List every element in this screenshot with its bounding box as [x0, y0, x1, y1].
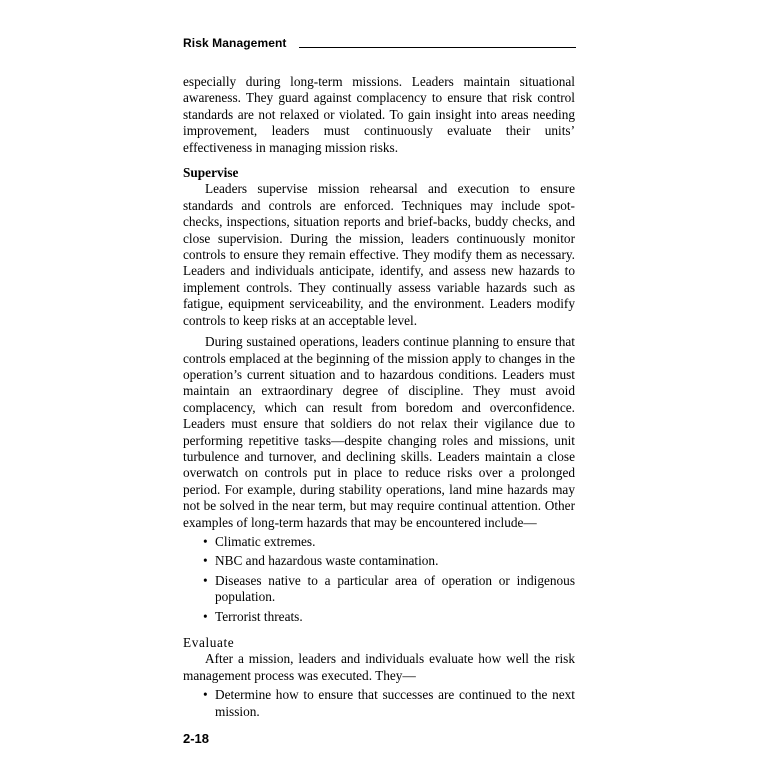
- supervise-paragraph-2: During sustained operations, leaders continue planning to ensure that controls emplaced at the beginning of the mission apply to changes in the operation’s current situation and to hazardous conditions. Leaders must maintain an extraordinary degree of discipline. They must avoid complacency, which can result from boredom and overconfidence. Leaders must ensure that soldiers do not relax their vigilance due to performing repetitive tasks—despite changing roles and missions, unit turbulence and turnover, and declining skills. Leaders maintain a close overwatch on controls put in place to reduce risks over a prolonged period. For example, during stability operations, land mine hazards may not be solved in the near term, but may require continual attention. Other examples of long-term hazards that may be encountered include—: [183, 334, 575, 530]
- list-item-text: Terrorist threats.: [215, 608, 303, 624]
- evaluate-paragraph: After a mission, leaders and individuals evaluate how well the risk management process was executed. They—: [183, 651, 575, 683]
- page-number: 2-18: [183, 731, 210, 746]
- supervise-heading: Supervise: [183, 165, 239, 181]
- continuation-paragraph: especially during long-term missions. Leaders maintain situational awareness. They guard against complacency to ensure that risk control standards are not relaxed or violated. To gain insight into areas needing improvement, leaders must continuously evaluate their units’ effectiveness in managing mission risks.: [183, 74, 575, 155]
- bullet-icon: •: [203, 572, 208, 588]
- evaluate-bullet-list: [183, 687, 575, 720]
- list-item-text: NBC and hazardous waste contamination.: [215, 553, 439, 569]
- list-item-text: Determine how to ensure that successes are continued to the next mission.: [215, 687, 575, 719]
- list-item: [203, 609, 575, 625]
- bullet-icon: •: [203, 608, 208, 624]
- bullet-icon: •: [203, 553, 208, 569]
- list-item-text: Diseases native to a particular area of operation or indigenous population.: [215, 572, 575, 605]
- running-header-title: Risk Management: [183, 36, 287, 50]
- bullet-icon: •: [203, 687, 208, 703]
- evaluate-heading: Evaluate: [183, 635, 235, 650]
- supervise-paragraph-1: Leaders supervise mission rehearsal and execution to ensure standards and controls are enforced. Techniques may include spot-checks, inspections, situation reports and brief-backs, buddy checks, and close supervision. During the mission, leaders continuously monitor controls to ensure they remain effective. They modify them as necessary. Leaders and individuals anticipate, identify, and assess new hazards to implement controls. They continually assess variable hazards such as fatigue, equipment serviceability, and the environment. Leaders modify controls to keep risks at an acceptable level.: [183, 181, 575, 328]
- list-item: [203, 687, 575, 720]
- bullet-icon: •: [203, 533, 208, 549]
- body-text: [183, 74, 575, 723]
- list-item-text: Climatic extremes.: [215, 533, 316, 549]
- list-item: [203, 534, 575, 550]
- list-item: [203, 553, 575, 569]
- hazard-bullet-list: [183, 534, 575, 625]
- list-item: [203, 573, 575, 606]
- header-rule: [299, 47, 576, 48]
